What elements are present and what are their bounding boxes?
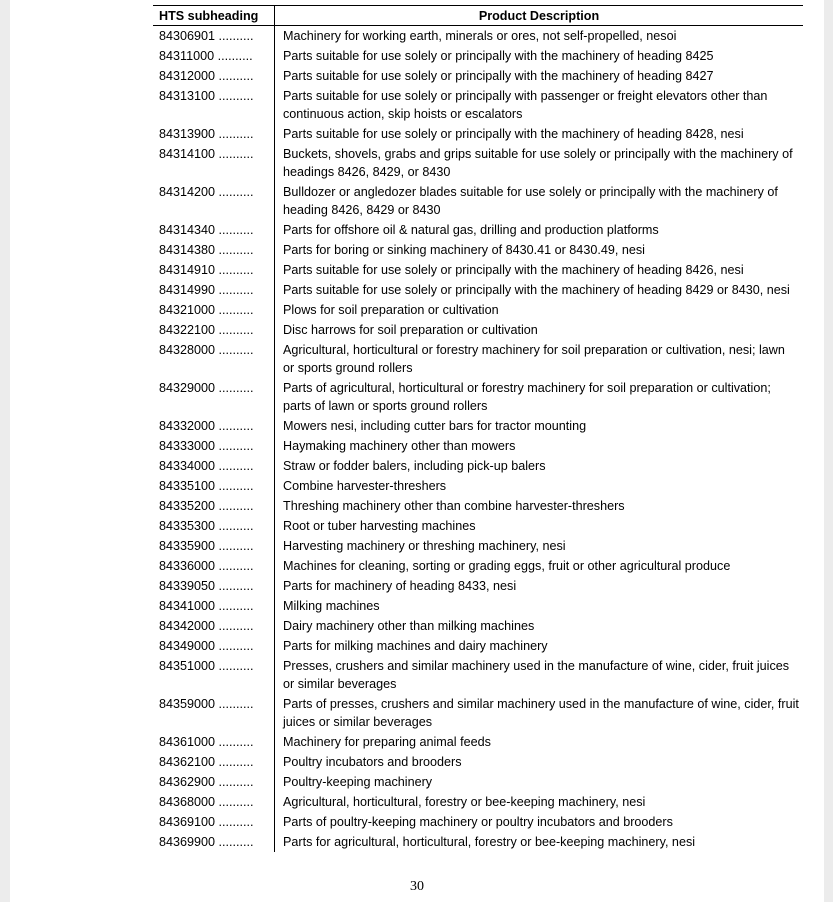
table-row xyxy=(153,616,803,636)
table-row xyxy=(153,476,803,496)
product-description-cell: Parts for boring or sinking machinery of 8430.41 or 8430.49, nesi xyxy=(275,240,804,260)
product-description-cell: Machinery for preparing animal feeds xyxy=(275,732,804,752)
hts-code-cell: 84351000 .......... xyxy=(159,659,254,673)
table-row xyxy=(153,320,803,340)
hts-code-cell: 84314910 .......... xyxy=(159,263,254,277)
table-row xyxy=(153,456,803,476)
table-header-row xyxy=(153,6,803,26)
product-description-cell: Plows for soil preparation or cultivation xyxy=(275,300,804,320)
product-description-cell: Straw or fodder balers, including pick-up balers xyxy=(275,456,804,476)
table-row xyxy=(153,86,803,124)
product-description-cell: Parts for offshore oil & natural gas, drilling and production platforms xyxy=(275,220,804,240)
table-row xyxy=(153,832,803,852)
table-row xyxy=(153,576,803,596)
table-row xyxy=(153,144,803,182)
hts-code-cell: 84349000 .......... xyxy=(159,639,254,653)
table-row xyxy=(153,416,803,436)
hts-code-cell: 84328000 .......... xyxy=(159,343,254,357)
table-row xyxy=(153,436,803,456)
product-description-cell: Parts suitable for use solely or principally with passenger or freight elevators other than continuous action, skip hoists or escalators xyxy=(275,86,804,124)
product-description-cell: Presses, crushers and similar machinery used in the manufacture of wine, cider, fruit juices or similar beverages xyxy=(275,656,804,694)
product-description-cell: Parts suitable for use solely or principally with the machinery of heading 8425 xyxy=(275,46,804,66)
hts-subheading-header: HTS subheading xyxy=(153,6,275,26)
hts-code-cell: 84314200 .......... xyxy=(159,185,254,199)
table-row xyxy=(153,240,803,260)
table-row xyxy=(153,46,803,66)
hts-code-cell: 84334000 .......... xyxy=(159,459,254,473)
hts-code-cell: 84369100 .......... xyxy=(159,815,254,829)
product-description-cell: Mowers nesi, including cutter bars for tractor mounting xyxy=(275,416,804,436)
hts-table xyxy=(153,5,803,852)
table-row xyxy=(153,556,803,576)
hts-code-cell: 84335200 .......... xyxy=(159,499,254,513)
product-description-cell: Agricultural, horticultural, forestry or bee-keeping machinery, nesi xyxy=(275,792,804,812)
table-row xyxy=(153,280,803,300)
product-description-cell: Poultry incubators and brooders xyxy=(275,752,804,772)
hts-code-cell: 84313100 .......... xyxy=(159,89,254,103)
hts-code-cell: 84335100 .......... xyxy=(159,479,254,493)
table-row xyxy=(153,496,803,516)
product-description-cell: Threshing machinery other than combine harvester-threshers xyxy=(275,496,804,516)
hts-code-cell: 84333000 .......... xyxy=(159,439,254,453)
hts-code-cell: 84321000 .......... xyxy=(159,303,254,317)
product-description-cell: Parts of agricultural, horticultural or forestry machinery for soil preparation or cultivation; parts of lawn or sports ground rollers xyxy=(275,378,804,416)
product-description-cell: Parts for agricultural, horticultural, forestry or bee-keeping machinery, nesi xyxy=(275,832,804,852)
table-row xyxy=(153,340,803,378)
hts-code-cell: 84311000 .......... xyxy=(159,49,253,63)
product-description-cell: Parts suitable for use solely or principally with the machinery of heading 8426, nesi xyxy=(275,260,804,280)
table-row xyxy=(153,260,803,280)
product-description-cell: Milking machines xyxy=(275,596,804,616)
table-row xyxy=(153,732,803,752)
table-body xyxy=(153,26,803,853)
table-row xyxy=(153,792,803,812)
hts-code-cell: 84336000 .......... xyxy=(159,559,254,573)
table-row xyxy=(153,220,803,240)
hts-code-cell: 84369900 .......... xyxy=(159,835,254,849)
document-page xyxy=(10,0,824,902)
product-description-cell: Buckets, shovels, grabs and grips suitable for use solely or principally with the machinery of headings 8426, 8429, or 8430 xyxy=(275,144,804,182)
hts-code-cell: 84362100 .......... xyxy=(159,755,254,769)
table-row xyxy=(153,656,803,694)
product-description-cell: Root or tuber harvesting machines xyxy=(275,516,804,536)
hts-code-cell: 84368000 .......... xyxy=(159,795,254,809)
product-description-header: Product Description xyxy=(275,6,804,26)
product-description-cell: Parts of poultry-keeping machinery or poultry incubators and brooders xyxy=(275,812,804,832)
hts-code-cell: 84322100 .......... xyxy=(159,323,254,337)
hts-code-cell: 84314380 .......... xyxy=(159,243,254,257)
hts-code-cell: 84313900 .......... xyxy=(159,127,254,141)
hts-code-cell: 84306901 .......... xyxy=(159,29,254,43)
hts-code-cell: 84359000 .......... xyxy=(159,697,254,711)
table-row xyxy=(153,516,803,536)
product-description-cell: Combine harvester-threshers xyxy=(275,476,804,496)
hts-code-cell: 84314990 .......... xyxy=(159,283,254,297)
product-description-cell: Poultry-keeping machinery xyxy=(275,772,804,792)
table-row xyxy=(153,772,803,792)
table-row xyxy=(153,812,803,832)
hts-code-cell: 84335900 .......... xyxy=(159,539,254,553)
hts-code-cell: 84329000 .......... xyxy=(159,381,254,395)
product-description-cell: Bulldozer or angledozer blades suitable for use solely or principally with the machinery of heading 8426, 8429 or 8430 xyxy=(275,182,804,220)
table-row xyxy=(153,596,803,616)
product-description-cell: Parts for machinery of heading 8433, nesi xyxy=(275,576,804,596)
product-description-cell: Agricultural, horticultural or forestry machinery for soil preparation or cultivation, nesi; lawn or sports ground rollers xyxy=(275,340,804,378)
table-row xyxy=(153,124,803,144)
hts-code-cell: 84341000 .......... xyxy=(159,599,254,613)
product-description-cell: Parts for milking machines and dairy machinery xyxy=(275,636,804,656)
product-description-cell: Parts suitable for use solely or principally with the machinery of heading 8427 xyxy=(275,66,804,86)
hts-code-cell: 84342000 .......... xyxy=(159,619,254,633)
product-description-cell: Dairy machinery other than milking machines xyxy=(275,616,804,636)
hts-code-cell: 84332000 .......... xyxy=(159,419,254,433)
hts-code-cell: 84335300 .......... xyxy=(159,519,254,533)
hts-code-cell: 84362900 .......... xyxy=(159,775,254,789)
table-row xyxy=(153,752,803,772)
hts-code-cell: 84339050 .......... xyxy=(159,579,254,593)
table-row xyxy=(153,536,803,556)
product-description-cell: Machinery for working earth, minerals or ores, not self-propelled, nesoi xyxy=(275,26,804,47)
page-number: 30 xyxy=(410,879,424,894)
hts-code-cell: 84312000 .......... xyxy=(159,69,254,83)
table-row xyxy=(153,636,803,656)
table-row xyxy=(153,378,803,416)
table-row xyxy=(153,182,803,220)
table-row xyxy=(153,26,803,47)
product-description-cell: Parts of presses, crushers and similar machinery used in the manufacture of wine, cider, fruit juices or similar beverages xyxy=(275,694,804,732)
hts-code-cell: 84361000 .......... xyxy=(159,735,254,749)
hts-code-cell: 84314340 .......... xyxy=(159,223,254,237)
product-description-cell: Parts suitable for use solely or principally with the machinery of heading 8428, nesi xyxy=(275,124,804,144)
product-description-cell: Harvesting machinery or threshing machinery, nesi xyxy=(275,536,804,556)
table-row xyxy=(153,694,803,732)
table-row xyxy=(153,66,803,86)
product-description-cell: Parts suitable for use solely or principally with the machinery of heading 8429 or 8430, nesi xyxy=(275,280,804,300)
product-description-cell: Disc harrows for soil preparation or cultivation xyxy=(275,320,804,340)
product-description-cell: Haymaking machinery other than mowers xyxy=(275,436,804,456)
table-row xyxy=(153,300,803,320)
hts-code-cell: 84314100 .......... xyxy=(159,147,254,161)
product-description-cell: Machines for cleaning, sorting or grading eggs, fruit or other agricultural produce xyxy=(275,556,804,576)
